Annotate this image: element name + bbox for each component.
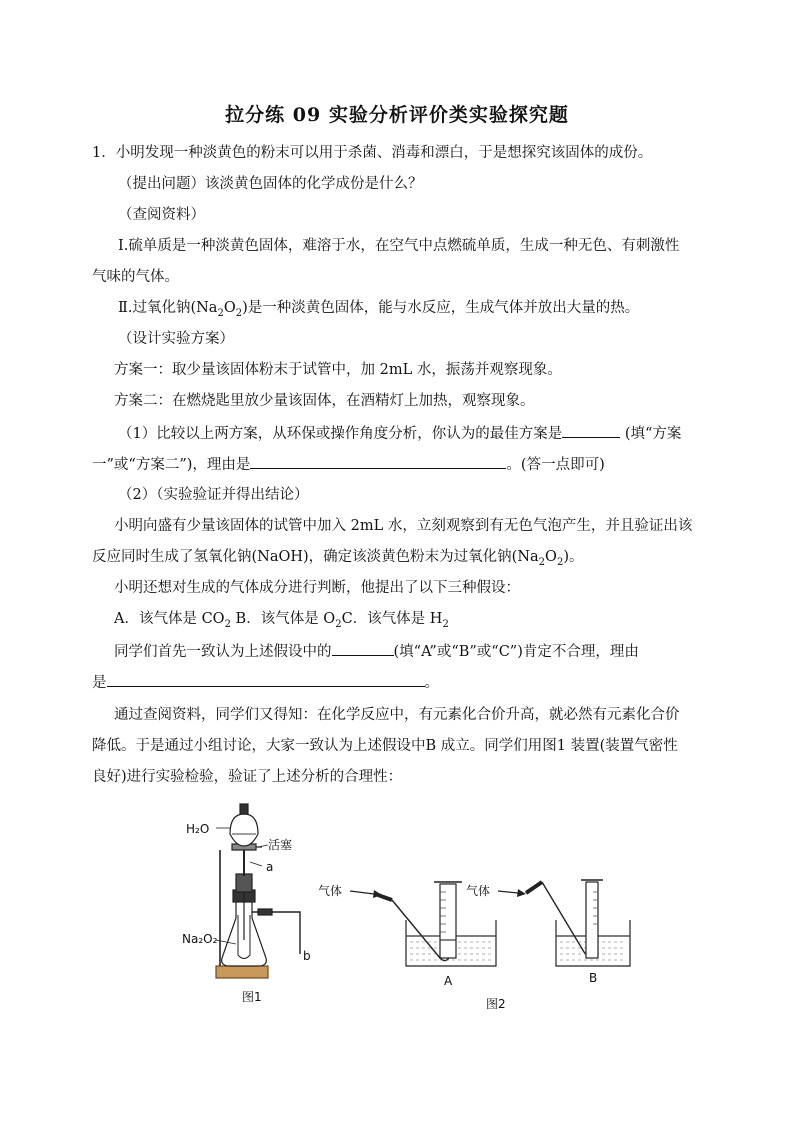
further-line-b: 降低。于是通过小组讨论，大家一致认为上述假设中B 成立。同学们用图1 装置(装置气密性	[92, 738, 678, 754]
unreasonable-line-b: 是 。	[92, 672, 439, 693]
part-2-heading: （2）（实验验证并得出结论）	[118, 487, 309, 503]
q1-question: （提出问题）该淡黄色固体的化学成份是什么？	[118, 176, 423, 192]
figure-2-caption: 图2	[486, 997, 506, 1011]
label-a: a	[266, 860, 274, 874]
further-line-c: 良好)进行实验检验，验证了上述分析的合理性：	[92, 769, 403, 785]
further-line-a: 通过查阅资料，同学们又得知：在化学反应中，有元素化合价升高，就必然有元素化合价	[114, 707, 680, 723]
hypothesis-options: A．该气体是 $CO_2$ B．该气体是 $O_2C$．该气体是 $H_2$	[114, 611, 449, 630]
label-h2o: H₂O	[186, 822, 210, 836]
verify-line-a: 小明向盛有少量该固体的试管中加入 2mL 水，立刻观察到有无色气泡产生，并且验证出该	[114, 518, 693, 534]
figure-2b-apparatus	[498, 880, 630, 966]
label-valve: 活塞	[268, 838, 293, 852]
reference-1-line-b: 气味的气体。	[92, 269, 179, 285]
figure-1-caption: 图1	[242, 990, 262, 1004]
part-1-line-a: （1）比较以上两方案，从环保或操作角度分析，你认为的最佳方案是 (填“方案	[118, 423, 681, 444]
figure-1-apparatus	[216, 804, 300, 978]
label-gas-a: 气体	[318, 884, 343, 898]
part-1-line-b: 一”或“方案二”)，理由是 。(答一点即可)	[92, 454, 605, 475]
design-heading: （设计实验方案）	[118, 331, 234, 347]
reference-2: Ⅱ.过氧化钠$(Na_2O_2)$是一种淡黄色固体，能与水反应，生成气体并放出大量的热。	[118, 300, 640, 319]
page-title: 拉分练 09 实验分析评价类实验探究题	[225, 104, 569, 126]
wooden-base	[216, 966, 268, 978]
label-gas-b: 气体	[466, 884, 491, 898]
reference-heading: （查阅资料）	[118, 207, 205, 223]
hypothesis-intro: 小明还想对生成的气体成分进行判断，他提出了以下三种假设：	[114, 580, 520, 596]
label-b: b	[303, 949, 311, 963]
plan-2: 方案二：在燃烧匙里放少量该固体，在酒精灯上加热，观察现象。	[114, 393, 535, 409]
label-B: B	[589, 971, 598, 985]
verify-line-b: 反应同时生成了氢氧化钠(NaOH)，确定该淡黄色粉末为过氧化钠$(Na_2O_2)$。	[92, 549, 584, 568]
label-A: A	[444, 974, 453, 988]
reference-1-line-a: Ⅰ.硫单质是一种淡黄色固体，难溶于水，在空气中点燃硫单质，生成一种无色、有刺激性	[118, 238, 680, 254]
q1-intro: 1．小明发现一种淡黄色的粉末可以用于杀菌、消毒和漂白，于是想探究该固体的成份。	[92, 145, 653, 161]
plan-1: 方案一：取少量该固体粉末于试管中，加 2mL 水，振荡并观察现象。	[114, 362, 562, 378]
label-na2o2: Na₂O₂	[182, 932, 218, 946]
unreasonable-line-a: 同学们首先一致认为上述假设中的 (填“A”或“B”或“C”)肯定不合理，理由	[114, 641, 639, 662]
